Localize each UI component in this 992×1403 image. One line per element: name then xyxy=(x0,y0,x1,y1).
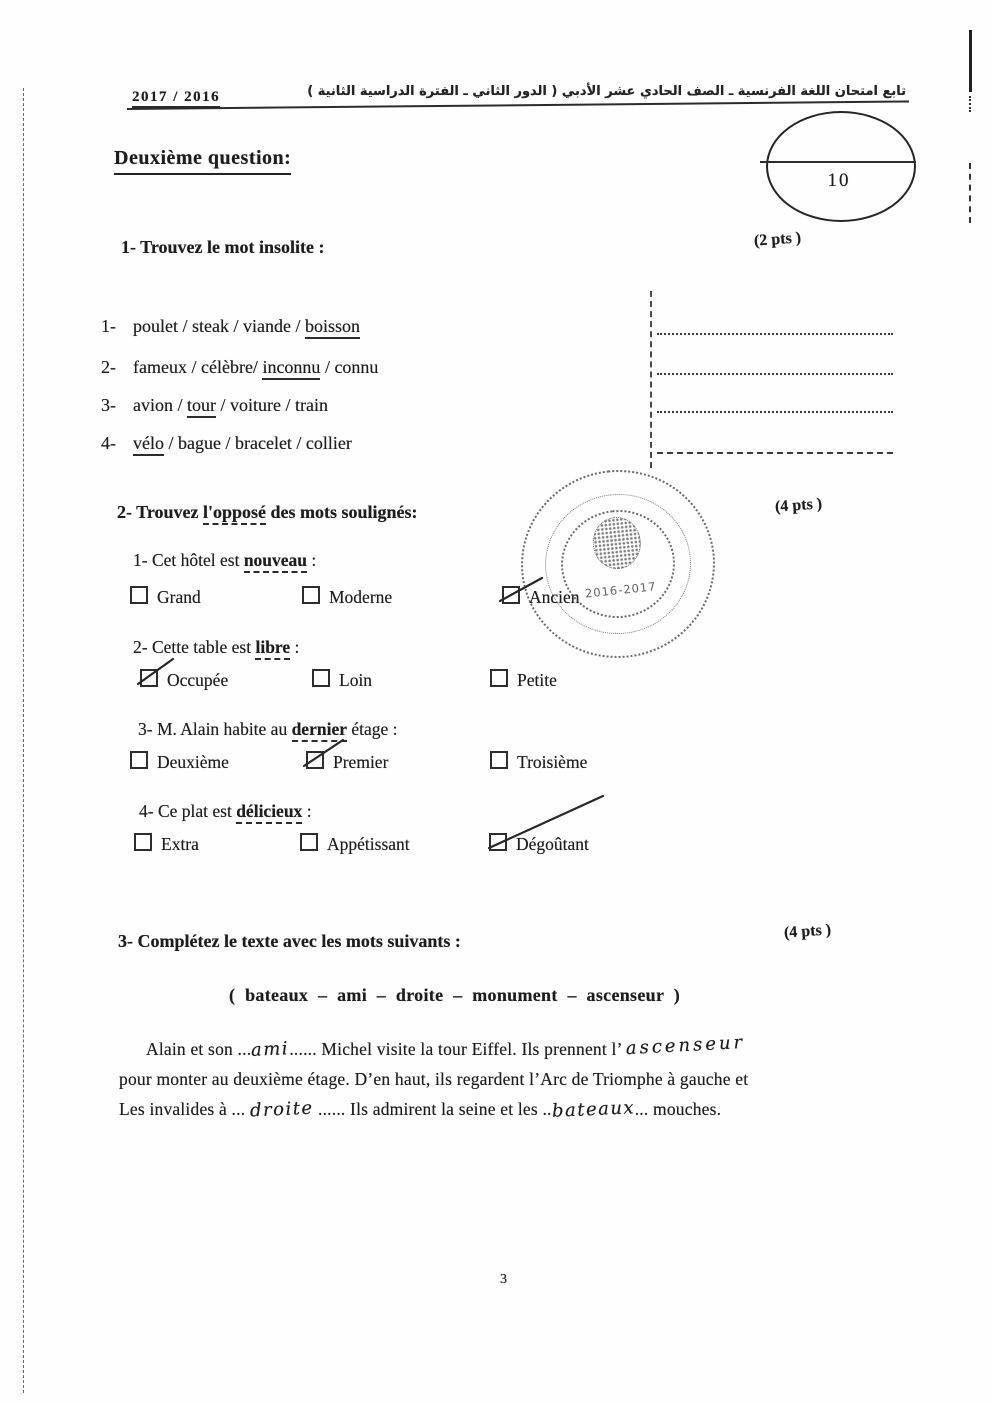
checkbox-deuxieme[interactable] xyxy=(130,751,148,769)
right-scan-edge-line xyxy=(969,30,972,92)
option-label: Petite xyxy=(517,670,557,690)
checkbox-degoutant[interactable] xyxy=(489,833,507,851)
option-grand xyxy=(130,586,201,608)
text: Alain et son ... xyxy=(146,1039,252,1059)
score-oval xyxy=(766,111,916,222)
right-scan-edge-line xyxy=(969,163,971,223)
checkbox-petite[interactable] xyxy=(490,669,508,687)
option-label: Dégoûtant xyxy=(516,834,589,854)
prompt-underlined-word: nouveau xyxy=(244,550,307,573)
checkbox-moderne[interactable] xyxy=(302,586,320,604)
item-underlined-word: tour xyxy=(187,395,216,418)
item-number: 3- xyxy=(101,395,116,415)
right-scan-edge-line xyxy=(969,96,971,112)
item-number: 2- xyxy=(101,357,116,377)
option-label: Grand xyxy=(157,587,201,607)
answer-dotted-line-1[interactable] xyxy=(657,333,893,335)
q2-sub1-prompt xyxy=(133,550,316,571)
q2-heading-pre: 2- Trouvez xyxy=(117,502,203,522)
option-deuxieme xyxy=(130,751,229,773)
checkbox-appetissant[interactable] xyxy=(300,833,318,851)
handwritten-answer-ascenseur: ascenseur xyxy=(625,1031,746,1060)
answer-dotted-line-4[interactable] xyxy=(657,452,893,454)
option-loin xyxy=(312,669,372,691)
prompt-text: : xyxy=(302,801,312,821)
handwritten-answer-droite: droite xyxy=(249,1097,314,1122)
prompt-text: : xyxy=(307,550,317,570)
item-text: avion / xyxy=(133,395,187,415)
checkbox-loin[interactable] xyxy=(312,669,330,687)
prompt-text: 1- Cet hôtel est xyxy=(133,550,244,570)
prompt-text: 2- Cette table est xyxy=(133,637,256,657)
q3-heading: 3- Complétez le texte avec les mots suivants : xyxy=(118,931,461,951)
option-appetissant xyxy=(300,833,410,855)
text: ...... Michel visite la tour Eiffel. Ils prennent l’ xyxy=(289,1039,626,1059)
q1-item-2 xyxy=(101,357,378,378)
text: Les invalides à ... xyxy=(119,1099,250,1119)
stamp-year: 2016-2017 xyxy=(584,578,658,601)
q2-heading xyxy=(117,502,418,523)
q1-item-4 xyxy=(101,433,352,454)
prompt-underlined-word: délicieux xyxy=(236,801,302,824)
option-label: Loin xyxy=(339,670,373,690)
left-scan-edge-line xyxy=(23,88,24,1393)
text-line-2: pour monter au deuxième étage. D’en haut, ils regardent l’Arc de Triomphe à gauche et xyxy=(119,1069,749,1089)
prompt-text: étage : xyxy=(346,719,398,739)
answer-dotted-line-2[interactable] xyxy=(657,373,893,375)
q1-points: (2 pts ) xyxy=(753,229,802,250)
score-divider-line xyxy=(760,161,916,163)
text: ...... Ils admirent la seine et les .. xyxy=(313,1099,552,1119)
item-text: / bague / bracelet / collier xyxy=(164,433,352,453)
q1-item-1 xyxy=(101,316,360,337)
page-number: 3 xyxy=(500,1272,507,1287)
item-text: poulet / steak / viande / xyxy=(133,316,305,336)
header-year: 2017 / 2016 xyxy=(132,89,220,108)
item-number: 4- xyxy=(101,433,116,453)
option-label: Appétissant xyxy=(327,834,410,854)
q2-points: (4 pts ) xyxy=(774,495,823,516)
prompt-text: : xyxy=(290,637,300,657)
prompt-underlined-word: libre xyxy=(255,637,290,660)
header-arabic-text: تابع امتحان اللغة الفرنسية ـ الصف الحادي عشر الأدبي ( الدور الثاني ـ الفترة الدراسية الثانية ) xyxy=(307,84,906,99)
q2-sub3-prompt xyxy=(138,719,398,740)
item-text: / connu xyxy=(320,357,379,377)
prompt-text: 4- Ce plat est xyxy=(139,801,237,821)
checkbox-troisieme[interactable] xyxy=(490,751,508,769)
option-label: Moderne xyxy=(329,587,393,607)
option-moderne xyxy=(302,586,392,608)
option-label: Premier xyxy=(333,752,389,772)
text-line-1 xyxy=(146,1031,746,1061)
q2-sub2-prompt xyxy=(133,637,299,658)
option-label: Deuxième xyxy=(157,752,229,772)
section-title: Deuxième question: xyxy=(114,147,291,175)
checkbox-premier[interactable] xyxy=(306,751,324,769)
q3-points: (4 pts ) xyxy=(783,921,832,942)
option-label: Ancien xyxy=(529,587,580,607)
item-number: 1- xyxy=(101,316,116,336)
official-stamp xyxy=(512,460,725,667)
option-premier xyxy=(306,751,388,773)
q2-sub4-prompt xyxy=(139,801,312,822)
option-label: Extra xyxy=(161,834,199,854)
handwritten-answer-bateaux: bateaux xyxy=(551,1097,636,1122)
item-text: fameux / célèbre/ xyxy=(133,357,263,377)
option-extra xyxy=(134,833,199,855)
option-occupee xyxy=(140,669,228,691)
checkbox-ancien[interactable] xyxy=(502,586,520,604)
answer-dotted-line-3[interactable] xyxy=(657,411,893,413)
answers-separator-line xyxy=(650,291,652,468)
item-underlined-word: vélo xyxy=(133,433,164,456)
word-bank: ( bateaux – ami – droite – monument – ascenseur ) xyxy=(229,985,681,1005)
option-petite xyxy=(490,669,557,691)
q1-item-3 xyxy=(101,395,328,416)
header-rule xyxy=(127,100,909,110)
score-value: 10 xyxy=(827,170,851,191)
item-text: / voiture / train xyxy=(216,395,328,415)
option-label: Troisième xyxy=(517,752,588,772)
q1-heading: 1- Trouvez le mot insolite : xyxy=(121,237,325,257)
option-troisieme xyxy=(490,751,587,773)
checkbox-extra[interactable] xyxy=(134,833,152,851)
prompt-text: 3- M. Alain habite au xyxy=(138,719,292,739)
item-underlined-word: inconnu xyxy=(262,357,320,380)
checkbox-grand[interactable] xyxy=(130,586,148,604)
item-underlined-word: boisson xyxy=(305,316,360,339)
q2-heading-underlined: l'opposé xyxy=(203,502,266,525)
text-line-3 xyxy=(119,1099,721,1120)
text: ... mouches. xyxy=(634,1099,722,1119)
handwritten-answer-ami: ami xyxy=(250,1038,290,1061)
option-degoutant xyxy=(489,833,589,855)
q2-heading-post: des mots soulignés: xyxy=(266,502,418,522)
prompt-underlined-word: dernier xyxy=(292,719,347,742)
option-label: Occupée xyxy=(167,670,229,690)
checkbox-occupee[interactable] xyxy=(140,669,158,687)
